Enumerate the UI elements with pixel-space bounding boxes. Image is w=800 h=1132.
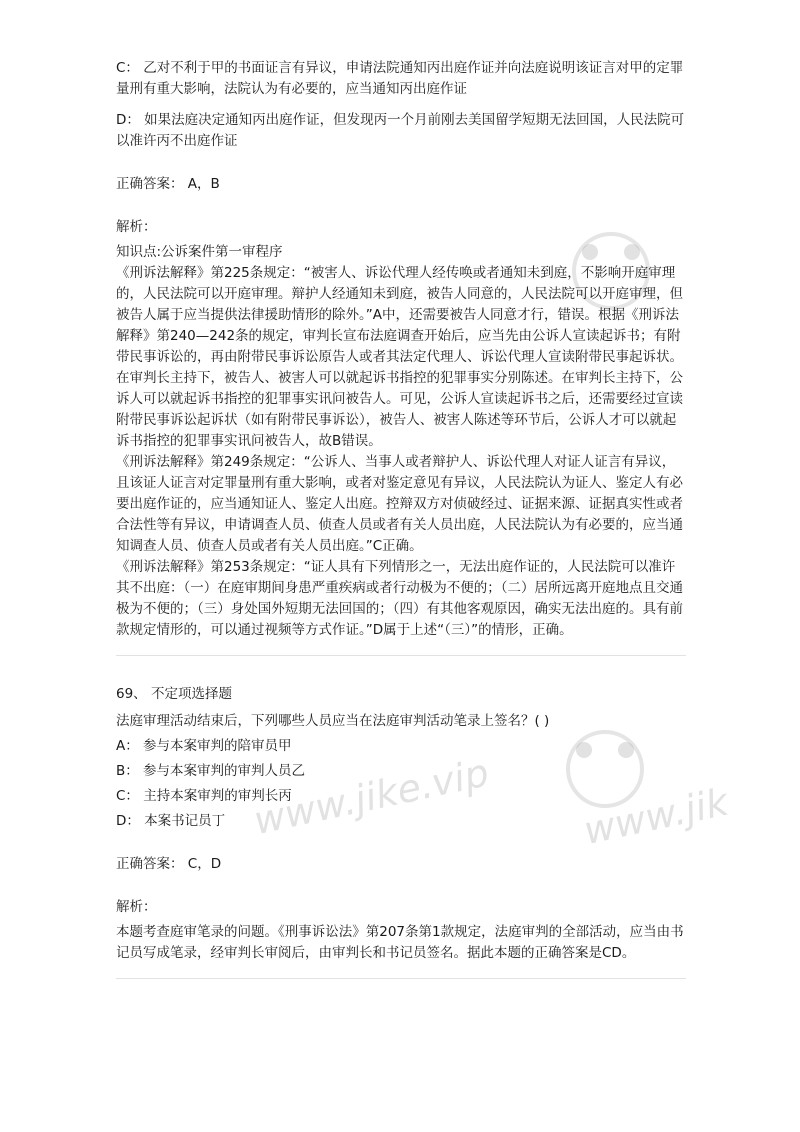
analysis-label: 解析： — [116, 219, 157, 235]
option-c: C： 乙对不利于甲的书面证言有异议，申请法院通知丙出庭作证并向法庭说明该证言对甲的定罪量刑有重大影响，法院认为有必要的，应当通知丙出庭作证 — [116, 60, 684, 97]
option-c: C： 主持本案审判的审判长丙 — [116, 788, 292, 804]
question-header: 69、 不定项选择题 — [116, 686, 232, 702]
knowledge-point: 知识点:公诉案件第一审程序 — [116, 244, 283, 260]
correct-answer: 正确答案： A，B — [116, 176, 220, 192]
divider — [116, 978, 686, 979]
watermark-text: www.jike.vip — [250, 750, 493, 844]
document-page — [116, 58, 686, 979]
analysis-paragraph: 《刑诉法解释》第253条规定：“证人具有下列情形之一，无法出庭作证的，人民法院可以准许其不出庭：（一）在庭审期间身患严重疾病或者行动极为不便的；（二）居所远离开庭地点且交通极为不便的；（三）身处国外短期无法回国的；（四）有其他客观原因，确实无法出庭的。具有前款规定情形的，可以通过视频等方式作证。”D属于上述“（三）”的情形，正确。 — [116, 559, 683, 638]
option-b: B： 参与本案审判的审判人员乙 — [116, 763, 306, 779]
option-a: A： 参与本案审判的陪审员甲 — [116, 738, 292, 754]
analysis-paragraph: 《刑诉法解释》第249条规定：“公诉人、当事人或者辩护人、诉讼代理人对证人证言有异议，且该证人证言对定罪量刑有重大影响，或者对鉴定意见有异议，人民法院认为证人、鉴定人有必要出庭作证的，应当通知证人、鉴定人出庭。控辩双方对侦破经过、证据来源、证据真实性或者合法性等有异议，申请调查人员、侦查人员或者有关人员出庭，人民法院认为有必要的，应当通知调查人员、侦查人员或者有关人员出庭。”C正确。 — [116, 454, 683, 554]
option-d: D： 本案书记员丁 — [116, 813, 226, 829]
watermark-text: www.jik — [580, 779, 732, 854]
correct-answer: 正确答案： C，D — [116, 856, 222, 872]
question-stem: 法庭审理活动结束后，下列哪些人员应当在法庭审判活动笔录上签名？( ) — [116, 713, 550, 729]
analysis-paragraph: 《刑诉法解释》第225条规定：“被害人、诉讼代理人经传唤或者通知未到庭，不影响开庭审理的，人民法院可以开庭审理。辩护人经通知未到庭，被告人同意的，人民法院可以开庭审理，但被告人属于应当提供法律援助情形的除外。”A中，还需要被告人同意才行，错误。根据《刑诉法解释》第240—242条的规定，审判长宣布法庭调查开始后，应当先由公诉人宣读起诉书；有附带民事诉讼的，再由附带民事诉讼原告人或者其法定代理人、诉讼代理人宣读附带民事起诉状。在审判长主持下，被告人、被害人可以就起诉书指控的犯罪事实分别陈述。在审判长主持下，公诉人可以就起诉书指控的犯罪事实讯问被告人。可见，公诉人宣读起诉书之后，还需要经过宣读附带民事诉讼起诉状（如有附带民事诉讼），被告人、被害人陈述等环节后，公诉人才可以就起诉书指控的犯罪事实讯问被告人，故B错误。 — [116, 265, 683, 449]
analysis-paragraph: 本题考查庭审笔录的问题。《刑事诉讼法》第207条第1款规定，法庭审判的全部活动，应当由书记员写成笔录，经审判长审阅后，由审判长和书记员签名。据此本题的正确答案是CD。 — [116, 924, 684, 961]
option-d: D： 如果法庭决定通知丙出庭作证，但发现丙一个月前刚去美国留学短期无法回国，人民法院可以准许丙不出庭作证 — [116, 112, 685, 149]
analysis-label: 解析： — [116, 899, 157, 915]
divider — [116, 655, 686, 656]
